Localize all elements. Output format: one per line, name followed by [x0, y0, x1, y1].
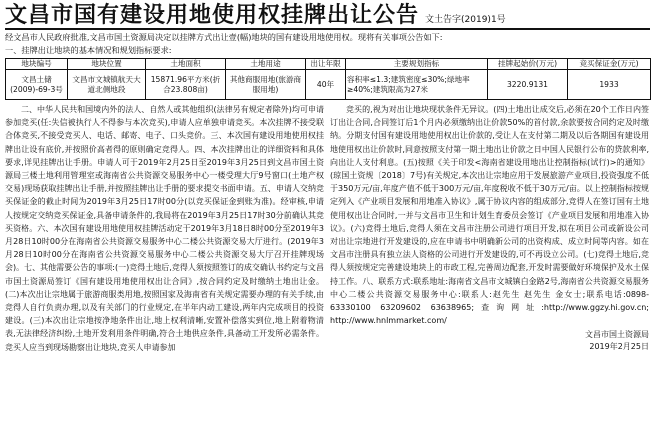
document-number: 文土告字(2019)1号	[425, 15, 506, 25]
table-header-cell: 出让年限	[306, 59, 346, 70]
table-header-cell: 地块编号	[6, 59, 68, 70]
table-header-cell: 土地用途	[226, 59, 306, 70]
parcel-location-cell: 文昌市文城镇航天大道北侧地段	[68, 70, 146, 100]
notice-title: 文昌市国有建设用地使用权挂牌出让公告	[5, 3, 420, 28]
signature-organization: 文昌市国土资源局	[585, 330, 649, 340]
land-parcel-table	[5, 58, 651, 100]
left-column	[5, 103, 324, 440]
signature-block	[330, 329, 649, 353]
intro-paragraph: 经文昌市人民政府批准,文昌市国土资源局决定以挂牌方式出让壹(幅)地块的国有建设用地使用权。现将有关事项公告如下:	[5, 32, 443, 42]
table-row	[6, 70, 651, 100]
right-column	[330, 103, 649, 440]
body-columns	[5, 103, 650, 440]
table-header-row	[6, 59, 651, 70]
parcel-term-cell: 40年	[306, 70, 346, 100]
parcel-id-cell: 文昌土储(2009)-69-3号	[6, 70, 68, 100]
parcel-area-cell: 15871.96平方米(折合23.808亩)	[146, 70, 226, 100]
signature-date: 2019年2月25日	[589, 342, 649, 352]
table-header-cell: 地块位置	[68, 59, 146, 70]
table-header-cell: 挂牌起始价(万元)	[488, 59, 568, 70]
parcel-indicators-cell: 容积率≤1.3;建筑密度≤30%;绿地率≥40%;建筑限高为27米	[346, 70, 488, 100]
left-column-text: 二、中华人民共和国境内外的法人、自然人或其他组织(法律另有规定者除外)均可申请参加竞买(任:失信被执行人不得参与本次竞买),申请人应单独申请竞买。本次挂牌不接受联合体竞买,不接受竞买人、电话、邮寄、电子、口头竞价。三、本次国有建设用地使用权挂牌出让设有底价,并按照价高者得的原则确定竞得人。四、本次挂牌出让的详细资料和具体要求,详见挂牌出让手册。申请人可于2019年2月25日至2019年3月25日到文昌市国土资源局三楼土地利用管理室或海南省公共资源交易服务中心一楼受理大厅9号窗口(土地产权交易)现场获取挂牌出让手册,并按照挂牌出让手册的要求提交书面申请。五、申请人交纳竞买保证金的截止时间为2019年3月25日17时00分(以竞买保证金到账为准)。经审核,申请人按规定交纳竞买保证金,具备申请条件的,我局将在2019年3月25日17时30分前确认其竞买资格。六、本次国有建设用地使用权挂牌活动定于2019年3月18日8时00分至2019年3月28日10时00分在海南省公共资源交易服务中心二楼公共资源交易大厅进行。(2019年3月28日10时00分在海南省公共资源交易服务中心二楼公共资源交易大厅召开挂牌现场会)。七、其他需要公告的事项:(一)竞得土地后,竞得人须按照签订的成交确认书约定与文昌市国土资源局签订《国有建设用地使用权出让合同》,按合同约定及时缴纳土地出让金。(二)本次出让宗地属于旅游商服类用地,按照国家及海南省有关规定需要办理的有关手续,由竞得人自行负责办理,以及有关部门的行业规定,在半年内动工建设,两年内完成项目的投资建设。(三)本次出让宗地按净地条件出让,地上权利清晰,安置补偿落实到位,地上附着物清表,无法律经济纠纷,土地开发利用条件明确,符合土地供应条件,具备动工开发所必需条件。竞买人应当到现场勘察出让地块,竞买人申请参加	[5, 105, 324, 352]
parcel-use-cell: 其他商服用地(旅游商服用地)	[226, 70, 306, 100]
table-header-cell: 主要规划指标	[346, 59, 488, 70]
section-heading: 一、挂牌出让地块的基本情况和规划指标要求:	[5, 45, 172, 55]
notice-header	[5, 2, 650, 30]
parcel-start-price-cell: 3220.9131	[488, 70, 568, 100]
table-header-cell: 竞买保证金(万元)	[568, 59, 651, 70]
right-column-text: 竞买的,视为对出让地块现状条件无异议。(四)土地出让成交后,必须在20个工作日内签订出让合同,合同签订后1个月内必须缴纳出让价款50%的首付款,余款要按合同约定及时缴纳。分期支付国有建设用地使用权出让价款的,受让人在支付第二期及以后各期国有建设用地使用权出让价款时,同意按照支付第一期土地出让价款之日中国人民银行公布的贷款利率,向出让人支付利息。(五)按照《关于印发<海南省建设用地出让控制指标(试行)>的通知》(琼国土资规〔2018〕7号)有关规定,本次出让宗地应用于发展旅游产业项目,投资强度不低于350万元/亩,年度产值不低于300万元/亩,年度税收不低于30万元/亩。以上控制指标按规定列入《产业项目发展和用地准入协议》,属于协议内容的组成部分,竞得人在签订国有土地使用权出让合同时,一并与文昌市卫生和计划生育委员会签订《产业项目发展和用地准入协议》。(六)竞得土地后,竞得人须在文昌市注册公司进行项目开发,拟在项目公司或新设公司对出让宗地进行开发建设的,应在申请书中明确新公司的出资构成、成立时间等内容。如在文昌市注册具有独立法人资格的公司进行开发建设的,可不再设立公司。(七)竞得土地后,竞得人须按规定完善建设地块上的市政工程,完善周边配套,开发时需要做好环境保护及水土保持工作。八、联系方式:联系地址:海南省文昌市文城镇白金路2号,海南省公共资源交易服务中心二楼公共资源交易服务中心:联系人:赵先生 赵先生 金女士;联系电话:0898-63330100 63209602 63638965;查询网址:http://www.ggzy.hi.gov.cn; http://www.hnlmmarket.com/	[330, 105, 649, 326]
parcel-deposit-cell: 1933	[568, 70, 651, 100]
table-header-cell: 土地面积	[146, 59, 226, 70]
